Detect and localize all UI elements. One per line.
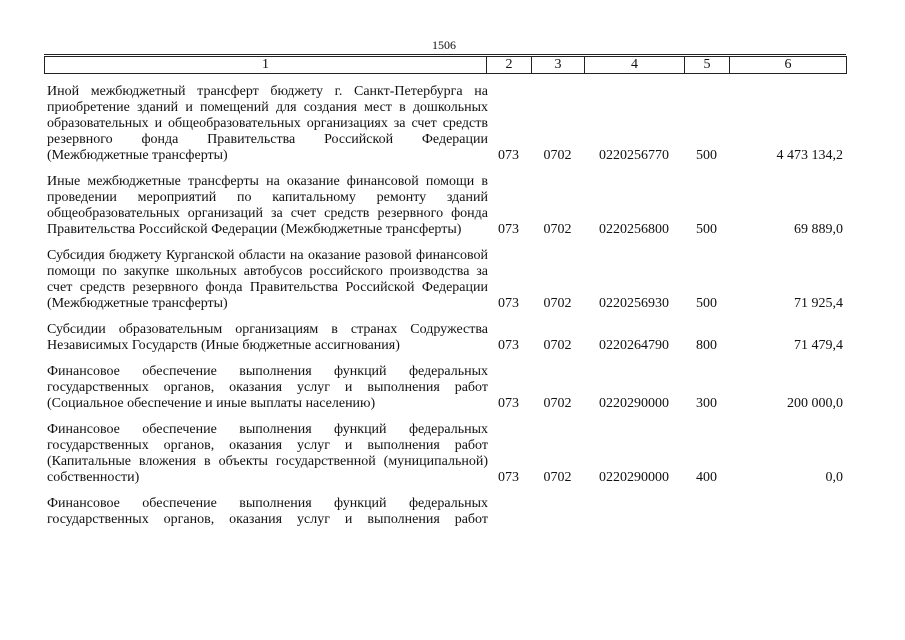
table-row — [44, 322, 846, 354]
ministry-code: 073 — [498, 470, 519, 485]
column-header-row — [44, 56, 847, 74]
target-article-code: 0220290000 — [599, 396, 669, 411]
row-description: Финансовое обеспечение выполнения функций федеральных государственных органов, оказания услуг и выполнения работ (Капитальные вложения в объекты государственной (муниципальной) собственности) — [47, 422, 488, 485]
table-row — [44, 364, 846, 412]
table-row — [44, 84, 846, 164]
amount: 200 000,0 — [787, 396, 843, 411]
row-description: Субсидии образовательным организациям в странах Содружества Независимых Государств (Иные бюджетные ассигнования) — [47, 322, 488, 353]
table-row — [44, 422, 846, 486]
ministry-code: 073 — [498, 222, 519, 237]
target-article-code: 0220256930 — [599, 296, 669, 311]
target-article-code: 0220256770 — [599, 148, 669, 163]
ministry-code: 073 — [498, 338, 519, 353]
budget-table-body — [44, 84, 846, 538]
target-article-code: 0220290000 — [599, 470, 669, 485]
page-number: 1506 — [432, 38, 456, 52]
column-header-1: 1 — [45, 57, 487, 74]
top-rule — [44, 54, 846, 55]
amount: 4 473 134,2 — [776, 148, 843, 163]
column-header-6: 6 — [730, 57, 847, 74]
row-description: Иные межбюджетные трансферты на оказание финансовой помощи в проведении мероприятий по капитальному ремонту зданий общеобразовательных организаций за счет средств резервного фонда Правительства Российской Федерации (Межбюджетные трансферты) — [47, 174, 488, 237]
section-code: 0702 — [543, 296, 572, 311]
ministry-code: 073 — [498, 148, 519, 163]
target-article-code: 0220264790 — [599, 338, 669, 353]
section-code: 0702 — [543, 470, 572, 485]
target-article-code: 0220256800 — [599, 222, 669, 237]
column-header-4: 4 — [585, 57, 685, 74]
column-header-5: 5 — [685, 57, 730, 74]
expense-type-code: 300 — [696, 396, 717, 411]
row-description: Финансовое обеспечение выполнения функций федеральных государственных органов, оказания услуг и выполнения работ (Социальное обеспечение и иные выплаты населению) — [47, 364, 488, 411]
amount: 71 925,4 — [794, 296, 843, 311]
amount: 0,0 — [825, 470, 843, 485]
amount: 69 889,0 — [794, 222, 843, 237]
section-code: 0702 — [543, 222, 572, 237]
section-code: 0702 — [543, 338, 572, 353]
table-row — [44, 174, 846, 238]
expense-type-code: 500 — [696, 296, 717, 311]
expense-type-code: 400 — [696, 470, 717, 485]
section-code: 0702 — [543, 396, 572, 411]
section-code: 0702 — [543, 148, 572, 163]
ministry-code: 073 — [498, 296, 519, 311]
column-header-2: 2 — [487, 57, 532, 74]
row-description: Иной межбюджетный трансферт бюджету г. Санкт-Петербурга на приобретение зданий и помещений для создания мест в дошкольных образовательных и общеобразовательных организациях за счет средств резервного фонда Правительства Российской Федерации (Межбюджетные трансферты) — [47, 84, 488, 163]
row-description: Субсидия бюджету Курганской области на оказание разовой финансовой помощи по закупке школьных автобусов российского производства за счет средств резервного фонда Правительства Российской Федерации (Межбюджетные трансферты) — [47, 248, 488, 311]
expense-type-code: 800 — [696, 338, 717, 353]
table-row — [44, 248, 846, 312]
amount: 71 479,4 — [794, 338, 843, 353]
row-description: Финансовое обеспечение выполнения функций федеральных государственных органов, оказания услуг и выполнения работ — [47, 496, 488, 527]
column-header-3: 3 — [532, 57, 585, 74]
expense-type-code: 500 — [696, 148, 717, 163]
table-row — [44, 496, 846, 528]
ministry-code: 073 — [498, 396, 519, 411]
expense-type-code: 500 — [696, 222, 717, 237]
